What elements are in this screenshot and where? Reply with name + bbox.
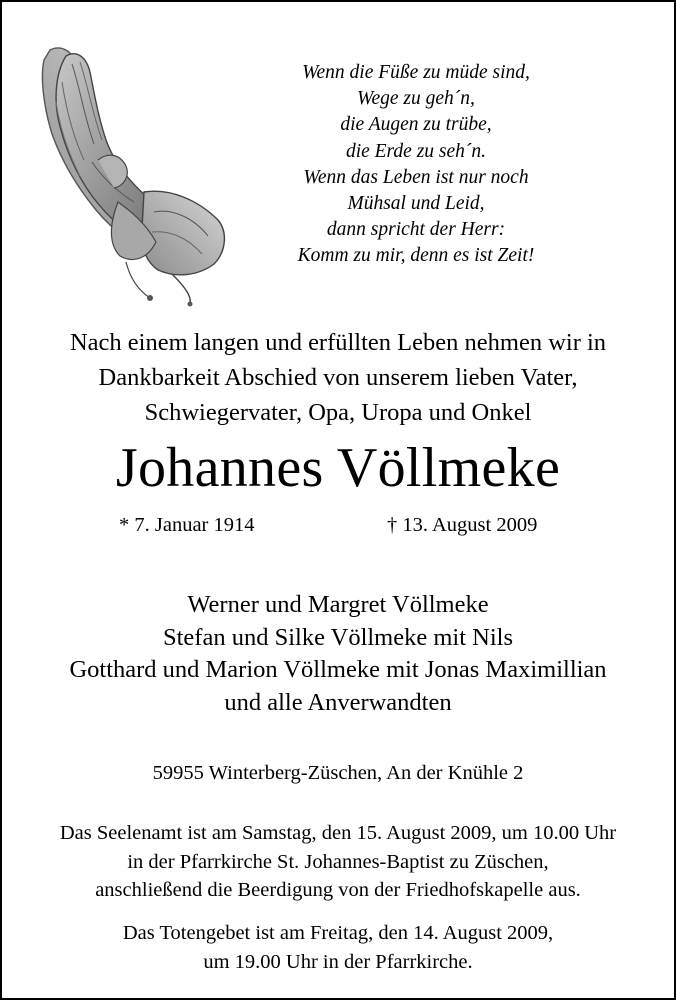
- family-line: Gotthard und Marion Völlmeke mit Jonas Maximillian: [69, 656, 607, 683]
- poem-line: die Erde zu seh´n.: [345, 140, 487, 162]
- deceased-name: Johannes Völlmeke: [115, 437, 561, 499]
- service-info: [2, 819, 674, 905]
- poem: [256, 60, 576, 270]
- poem-line: Mühsal und Leid,: [347, 193, 485, 215]
- address: 59955 Winterberg-Züschen, An der Knühle 2: [152, 762, 524, 784]
- poem-line: dann spricht der Herr:: [326, 219, 506, 241]
- poem-line: die Augen zu trübe,: [340, 114, 492, 136]
- intro-line: Schwiegervater, Opa, Uropa und Onkel: [144, 399, 532, 426]
- prayer-line: Das Totengebet ist am Freitag, den 14. August 2009,: [122, 922, 554, 944]
- family-line: Werner und Margret Völlmeke: [187, 591, 489, 618]
- praying-hands-icon: [22, 42, 237, 307]
- family-line: Stefan und Silke Völlmeke mit Nils: [162, 623, 513, 651]
- death-date: † 13. August 2009: [387, 514, 538, 536]
- poem-line: Wege zu geh´n,: [357, 88, 475, 110]
- family-list: [2, 589, 674, 719]
- poem-line: Komm zu mir, denn es ist Zeit!: [297, 245, 535, 267]
- poem-line: Wenn das Leben ist nur noch: [303, 166, 529, 188]
- poem-line: Wenn die Füße zu müde sind,: [302, 62, 530, 83]
- intro-text: [2, 325, 674, 430]
- service-line: anschließend die Beerdigung von der Friedhofskapelle aus.: [95, 879, 581, 901]
- prayer-info: [2, 919, 674, 976]
- prayer-line: um 19.00 Uhr in der Pfarrkirche.: [203, 950, 473, 973]
- service-line: in der Pfarrkirche St. Johannes-Baptist zu Züschen,: [127, 850, 549, 873]
- birth-date: * 7. Januar 1914: [119, 514, 255, 536]
- intro-line: Dankbarkeit Abschied von unserem lieben Vater,: [98, 364, 578, 391]
- intro-line: Nach einem langen und erfüllten Leben nehmen wir in: [69, 329, 607, 356]
- family-line: und alle Anverwandten: [224, 688, 452, 716]
- service-line: Das Seelenamt ist am Samstag, den 15. August 2009, um 10.00 Uhr: [59, 822, 617, 844]
